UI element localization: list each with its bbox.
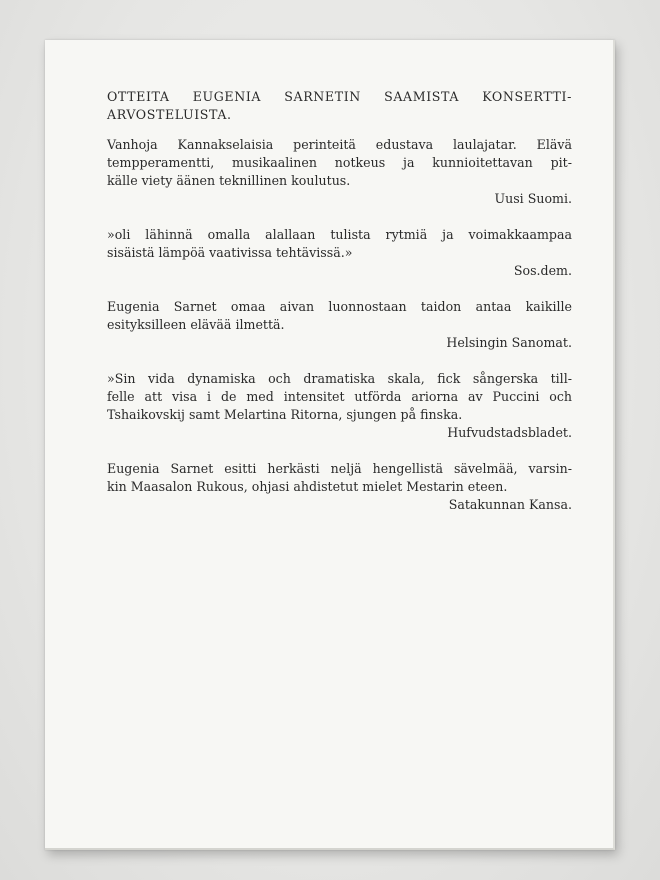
review-source: Hufvudstadsbladet. <box>447 425 572 440</box>
review-line: kin Maasalon Rukous, ohjasi ahdistetut mielet Mestarin eteen. <box>107 479 508 494</box>
review-uusi-suomi <box>107 136 572 208</box>
book-back-cover <box>45 40 615 850</box>
review-line: Tshaikovskij samt Melartina Ritorna, sjungen på finska. <box>107 407 463 422</box>
review-line: felle att visa i de med intensitet utförda ariorna av Puccini och <box>107 389 572 404</box>
review-satakunnan-kansa <box>107 460 572 514</box>
review-source: Satakunnan Kansa. <box>448 497 572 512</box>
review-line: »Sin vida dynamiska och dramatiska skala, fick sångerska till- <box>107 371 572 386</box>
review-line: källe viety äänen teknillinen koulutus. <box>107 173 351 188</box>
heading-line: ARVOSTELUISTA. <box>107 107 232 122</box>
review-line: sisäistä lämpöä vaativissa tehtävissä.» <box>107 245 353 260</box>
review-line: Eugenia Sarnet omaa aivan luonnostaan taidon antaa kaikille <box>107 299 572 314</box>
review-hufvudstadsbladet <box>107 370 572 442</box>
heading-line: OTTEITA EUGENIA SARNETIN SAAMISTA KONSERTTI- <box>107 89 572 104</box>
review-sos-dem <box>107 226 572 280</box>
review-line: tempperamentti, musikaalinen notkeus ja kunnioitettavan pit- <box>107 155 572 170</box>
review-excerpts <box>107 88 572 532</box>
review-helsingin-sanomat <box>107 298 572 352</box>
review-line: Eugenia Sarnet esitti herkästi neljä hengellistä sävelmää, varsin- <box>107 461 572 476</box>
review-source: Sos.dem. <box>513 263 572 278</box>
review-source: Helsingin Sanomat. <box>446 335 572 350</box>
excerpts-heading <box>107 88 572 124</box>
review-source: Uusi Suomi. <box>494 191 572 206</box>
review-line: Vanhoja Kannakselaisia perinteitä edustava laulajatar. Elävä <box>107 137 572 152</box>
review-line: »oli lähinnä omalla alallaan tulista rytmiä ja voimakkaampaa <box>107 227 572 242</box>
review-line: esityksilleen elävää ilmettä. <box>107 317 285 332</box>
